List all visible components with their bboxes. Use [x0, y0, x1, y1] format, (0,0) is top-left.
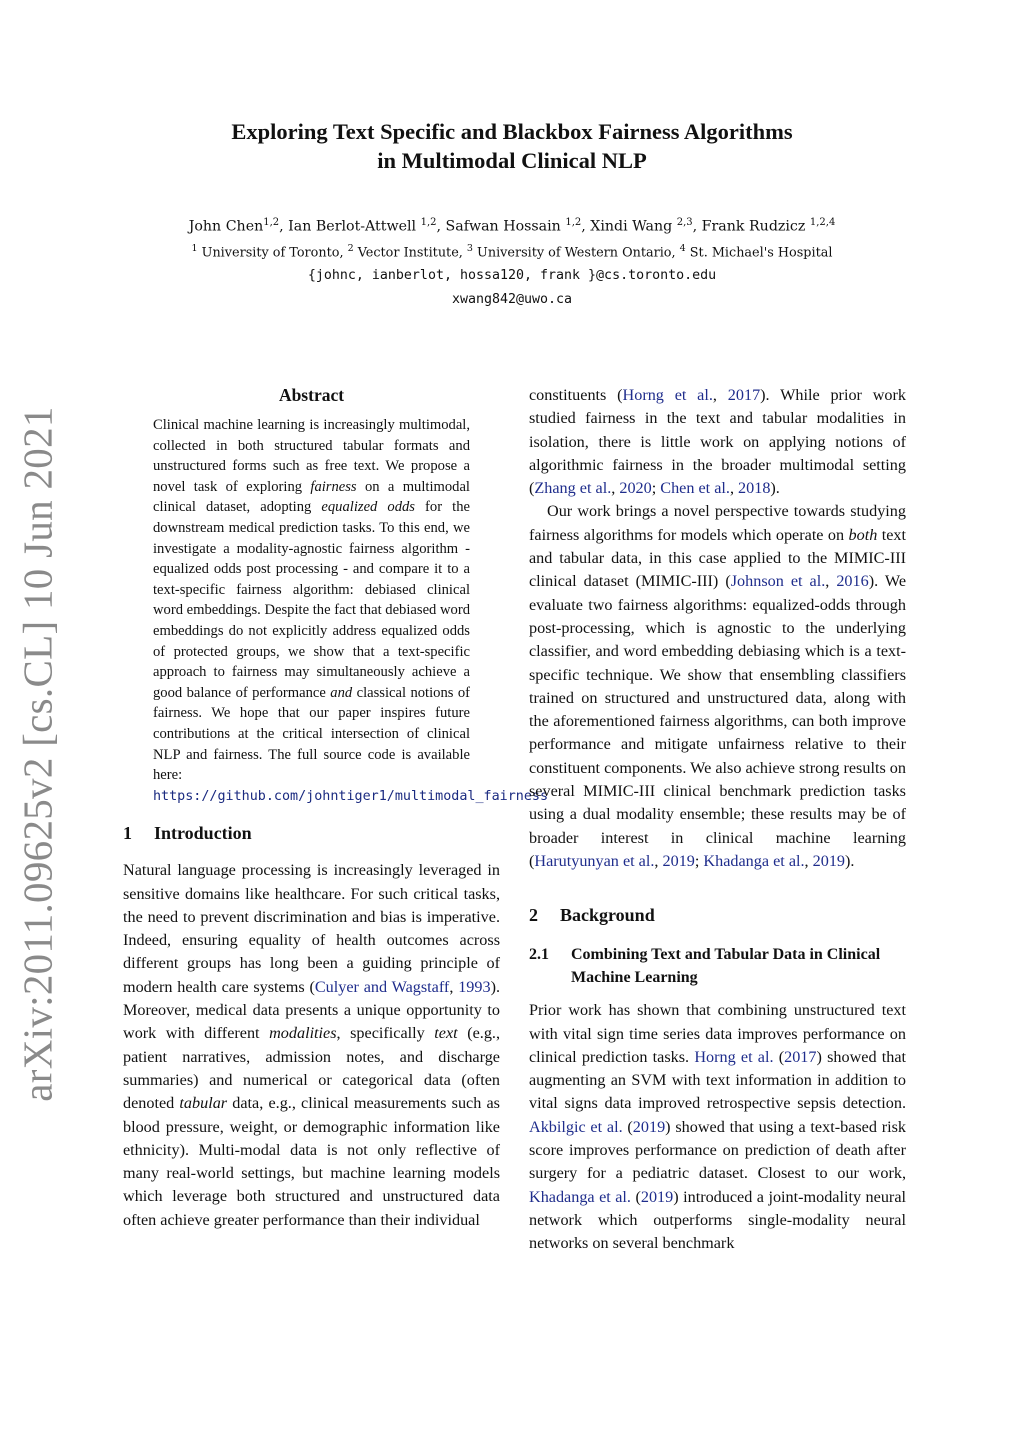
body-text: ; [651, 479, 661, 498]
emphasis: tabular [179, 1094, 228, 1113]
paper-title [112, 117, 912, 175]
author: Safwan Hossain [445, 218, 566, 235]
background-paragraph [529, 999, 906, 1255]
author-affil-sup: 1,2 [263, 217, 280, 228]
author-affil-sup: 1,2 [420, 217, 437, 228]
section-number: 2 [529, 905, 538, 926]
body-text: text and tabular data, in this case applied to the MIMIC-III clinical dataset (MIMIC-III) ( [529, 525, 907, 591]
arxiv-side-stamp [8, 406, 68, 1102]
author: Ian Berlot-Attwell [288, 218, 421, 235]
affil-sup: 2 [347, 243, 354, 254]
citation-link[interactable]: Horng et al. [622, 386, 713, 404]
citation-link[interactable]: 2017 [727, 386, 761, 404]
abstract-emphasis: and [330, 684, 353, 701]
body-text: ). While prior work studied fairness in the text and tabular modalities in isolation, there is little work on applying notions of algorithmic fairness in the broader multimodal setting ( [529, 386, 906, 498]
author-affil-sup: 2,3 [676, 217, 693, 228]
abstract-body [153, 415, 549, 807]
body-text: ) showed that using a text-based risk score improves performance on prediction of death after surgery for a pediatric dataset. Closest to our work, [529, 1117, 907, 1183]
body-text: ). We evaluate two fairness algorithms: equalized-odds through post-processing, which is agnostic to the underlying classifier, and word embedding debiasing which is a text-specific technique. We show that ensembling classifiers trained on structured and unstructured data, along with the aforementioned fairness algorithms, can both improve performance and mitigate unfairness relative to their constituent components. We also achieve strong results on several MIMIC-III clinical benchmark prediction tasks using a dual modality ensemble; these results may be of broader interest in clinical machine learning ( [529, 572, 907, 870]
abstract-text: on a multimodal clinical dataset, adopting [153, 478, 470, 516]
body-text: , [729, 479, 739, 498]
email-line-1: {johnc, ianberlot, hossa120, frank }@cs.toronto.edu [307, 268, 717, 283]
abstract-text: classical notions of fairness. We hope that our paper inspires future contributions at the critical intersection of clinical NLP and fairness. The full source code is available here: [153, 684, 470, 784]
body-text: Prior work has shown that combining unstructured text with vital sign time series data improves performance on clinical prediction tasks. [529, 1001, 906, 1066]
body-text: ( [622, 1117, 633, 1136]
abstract-text: Clinical machine learning is increasingly multimodal, collected in both structured tabular formats and unstructured forms such as free text. We propose a novel task of exploring [153, 417, 470, 495]
affiliations [112, 238, 912, 264]
citation-link[interactable]: 2020 [619, 479, 652, 498]
title-line-2: in Multimodal Clinical NLP [377, 148, 647, 173]
citation-link[interactable]: Chen et al. [660, 479, 730, 498]
subsection-heading-2-1 [529, 943, 906, 989]
citation-link[interactable]: Akbilgic et al. [529, 1117, 623, 1136]
citation-link[interactable]: Harutyunyan et al. [534, 851, 655, 870]
emphasis: modalities [269, 1024, 337, 1043]
body-text: ). [770, 479, 780, 498]
section-title: Introduction [154, 823, 252, 844]
citation-link[interactable]: Khadanga et al. [703, 851, 805, 870]
body-text: Natural language processing is increasingly leveraged in sensitive domains like healthcare. For such critical tasks, the need to prevent discrimination and bias is imperative. Indeed, ensuring equality of health outcomes across different groups has long been a guiding principle of modern health care systems ( [123, 861, 500, 996]
author: Xindi Wang [590, 218, 677, 235]
body-text: , [449, 977, 459, 996]
subsection-title: Combining Text and Tabular Data in Clinical Machine Learning [571, 946, 881, 987]
affil-sup: 1 [191, 243, 198, 254]
source-code-link[interactable]: https://github.com/johntiger1/multimodal_fairness [153, 788, 549, 804]
author: John Chen [188, 218, 264, 235]
citation-link[interactable]: 1993 [458, 977, 491, 996]
affiliation: University of Toronto, [201, 245, 348, 261]
subsection-number: 2.1 [529, 946, 549, 964]
section-title: Background [560, 905, 655, 926]
body-text: ( [773, 1047, 785, 1066]
author: Frank Rudzicz [701, 218, 810, 235]
citation-link[interactable]: Culyer and Wagstaff [314, 977, 450, 996]
citation-link[interactable]: 2019 [632, 1117, 666, 1136]
arxiv-identifier: arXiv:2011.09625v2 [cs.CL] 10 Jun 2021 [15, 406, 61, 1102]
section-heading-introduction [123, 821, 500, 845]
body-text: data, e.g., clinical measurements such as blood pressure, weight, or demographic information like ethnicity). Multi-modal data is not only reflective of many real-world settings, but machine learning models which leverage both structured and unstructured data often achieve greater performance than their individual [123, 1094, 500, 1229]
emphasis: text [434, 1024, 458, 1043]
body-text: ) showed that augmenting an SVM with text information in addition to vital signs data improved retrospective sepsis detection. [529, 1047, 907, 1113]
right-column [529, 384, 906, 1256]
citation-link[interactable]: 2019 [812, 851, 846, 870]
citation-link[interactable]: 2016 [836, 572, 869, 591]
citation-link[interactable]: 2019 [640, 1187, 674, 1206]
email-line-2: xwang842@uwo.ca [451, 292, 573, 307]
author-affil-sup: 1,2 [565, 217, 582, 228]
citation-link[interactable]: Khadanga et al. [529, 1187, 631, 1206]
author-list: John Chen$^{1,2}$, Ian Berlot-Attwell $^{1,2}$, Safwan Hossain $^{1,2}$, Xindi Wang $^{2,3}$, Frank Rudzicz $^{1,2,4}$ [188, 217, 836, 235]
title-line-1: Exploring Text Specific and Blackbox Fairness Algorithms [231, 119, 793, 144]
abstract-emphasis: equalized odds [321, 499, 415, 516]
citation-link[interactable]: Zhang et al. [534, 479, 612, 498]
body-text: , [804, 851, 813, 870]
intro-continued-paragraph [529, 384, 906, 500]
body-text: (e.g., patient narratives, admission notes, and discharge summaries) and numerical or categorical data (often denoted [123, 1024, 501, 1113]
section-heading-background [529, 903, 906, 927]
author-affil-sup: 1,2,4 [809, 217, 836, 228]
body-text: , specifically [336, 1024, 435, 1043]
affiliation: St. Michael's Hospital [689, 245, 833, 261]
affil-sup: 4 [679, 243, 686, 254]
abstract-emphasis: fairness [310, 478, 357, 495]
body-text: , [654, 851, 663, 870]
body-text: , [611, 479, 620, 498]
body-text: constituents ( [529, 386, 623, 404]
body-text: , [825, 572, 837, 591]
intro-paragraph [123, 859, 500, 1232]
body-text: Our work brings a novel perspective towards studying fairness algorithms for models which operate on [529, 502, 906, 544]
emphasis: both [848, 525, 878, 544]
citation-link[interactable]: 2019 [662, 851, 695, 870]
body-text: ). Moreover, medical data presents a unique opportunity to work with different [123, 977, 500, 1043]
citation-link[interactable]: Horng et al. [694, 1047, 774, 1066]
body-text: ( [630, 1187, 641, 1206]
section-number: 1 [123, 823, 132, 844]
contribution-paragraph [529, 500, 906, 873]
affiliation: University of Western Ontario, [477, 245, 680, 261]
citation-link[interactable]: Johnson et al. [730, 572, 826, 591]
citation-link[interactable]: 2017 [784, 1047, 817, 1066]
body-text: ) introduced a joint-modality neural network which outperforms single-modality neural networks on several benchmark [529, 1187, 906, 1253]
citation-link[interactable]: 2018 [738, 479, 771, 498]
abstract-heading: Abstract [278, 385, 345, 405]
body-text: ; [694, 851, 704, 870]
abstract-text: for the downstream medical prediction tasks. To this end, we investigate a modality-agnostic fairness algorithm - equalized odds post processing - and compare it to a text-specific fairness algorithm: debiased clinical word embeddings. Despite the fact that debiased word embeddings do not explicitly address equalized odds of protected groups, we show that a text-specific approach to fairness may simultaneously achieve a good balance of performance [153, 499, 470, 701]
affil-sup: 3 [466, 243, 473, 254]
body-text: ). [845, 851, 855, 870]
body-text: , [712, 386, 728, 404]
affiliation: Vector Institute, [357, 245, 467, 261]
